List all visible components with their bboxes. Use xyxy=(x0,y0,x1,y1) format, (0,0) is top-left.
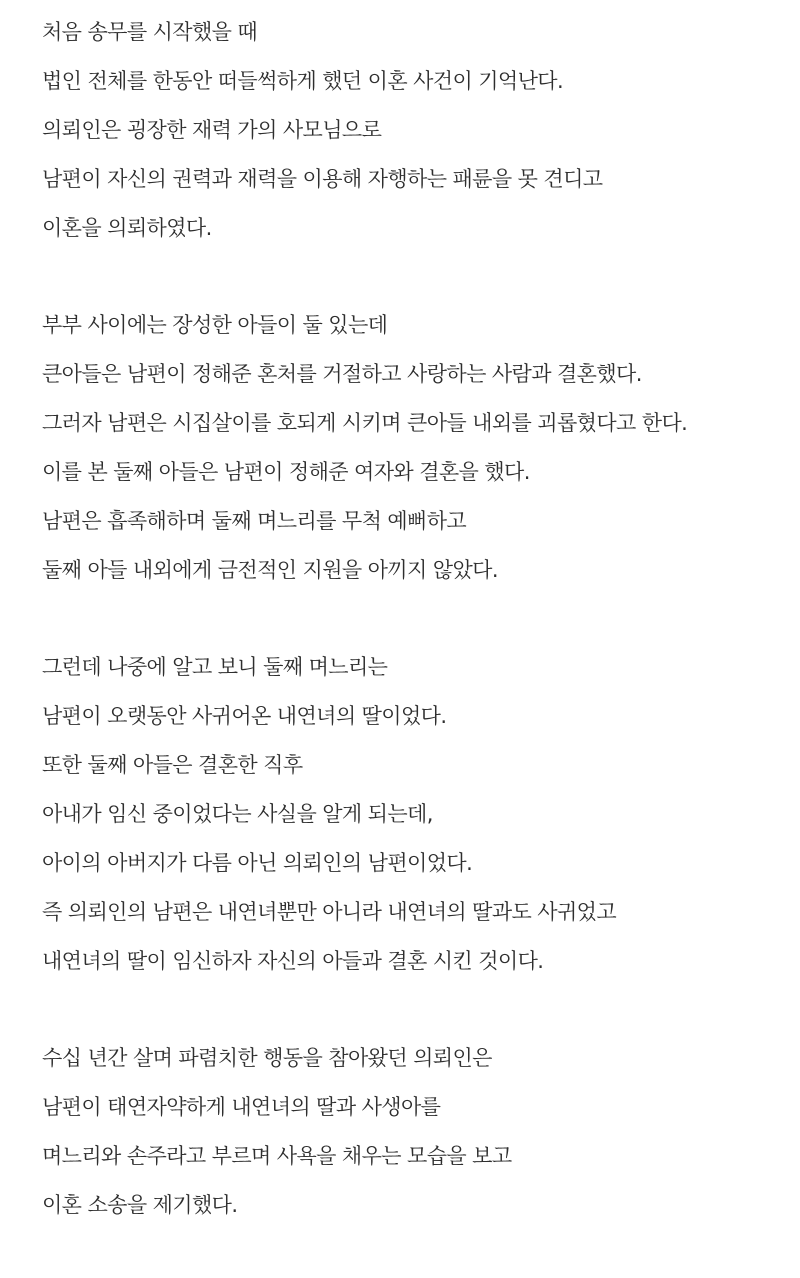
text-line: 법인 전체를 한동안 떠들썩하게 했던 이혼 사건이 기억난다. xyxy=(42,69,564,93)
text-line: 남편이 오랫동안 사귀어온 내연녀의 딸이었다. xyxy=(42,704,447,728)
text-line: 이혼 소송을 제기했다. xyxy=(42,1193,238,1217)
paragraph-2 xyxy=(42,301,782,595)
text-line: 또한 둘째 아들은 결혼한 직후 xyxy=(42,753,303,777)
text-line: 그런데 나중에 알고 보니 둘째 며느리는 xyxy=(42,655,388,679)
text-line: 의뢰인은 굉장한 재력 가의 사모님으로 xyxy=(42,118,382,142)
text-line: 남편은 흡족해하며 둘째 며느리를 무척 예뻐하고 xyxy=(42,509,467,533)
text-line: 이를 본 둘째 아들은 남편이 정해준 여자와 결혼을 했다. xyxy=(42,460,530,484)
text-line: 며느리와 손주라고 부르며 사욕을 채우는 모습을 보고 xyxy=(42,1144,512,1168)
paragraph-3 xyxy=(42,643,782,986)
text-line: 즉 의뢰인의 남편은 내연녀뿐만 아니라 내연녀의 딸과도 사귀었고 xyxy=(42,900,617,924)
paragraph-4 xyxy=(42,1034,782,1230)
text-line: 그러자 남편은 시집살이를 호되게 시키며 큰아들 내외를 괴롭혔다고 한다. xyxy=(42,411,688,435)
text-line: 남편이 자신의 권력과 재력을 이용해 자행하는 패륜을 못 견디고 xyxy=(42,167,603,191)
text-line: 큰아들은 남편이 정해준 혼처를 거절하고 사랑하는 사람과 결혼했다. xyxy=(42,362,642,386)
article-body xyxy=(42,8,782,1278)
text-line: 아이의 아버지가 다름 아닌 의뢰인의 남편이었다. xyxy=(42,851,473,875)
text-line: 처음 송무를 시작했을 때 xyxy=(42,20,258,44)
text-line: 남편이 태연자약하게 내연녀의 딸과 사생아를 xyxy=(42,1095,441,1119)
paragraph-1 xyxy=(42,8,782,253)
text-line: 둘째 아들 내외에게 금전적인 지원을 아끼지 않았다. xyxy=(42,558,498,582)
text-line: 아내가 임신 중이었다는 사실을 알게 되는데, xyxy=(42,802,433,826)
text-line: 수십 년간 살며 파렴치한 행동을 참아왔던 의뢰인은 xyxy=(42,1046,492,1070)
text-line: 이혼을 의뢰하였다. xyxy=(42,216,212,240)
text-line: 내연녀의 딸이 임신하자 자신의 아들과 결혼 시킨 것이다. xyxy=(42,949,544,973)
text-line: 부부 사이에는 장성한 아들이 둘 있는데 xyxy=(42,313,388,337)
